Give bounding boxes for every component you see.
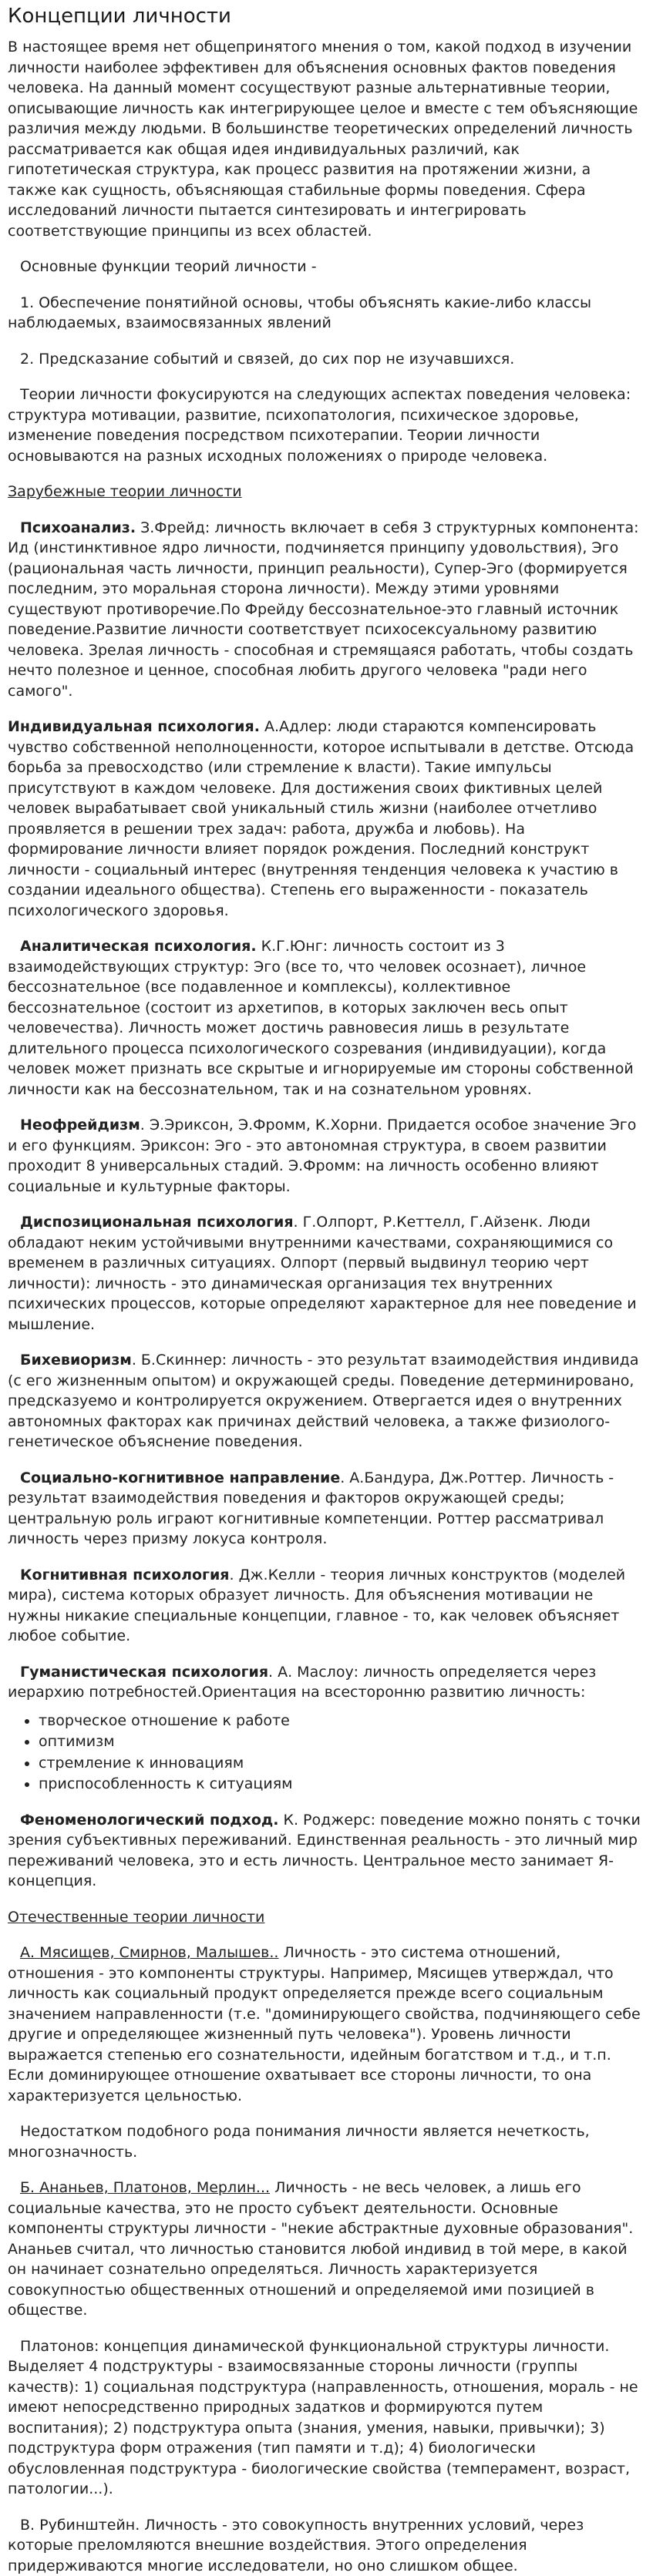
list-item: • приспособленность к ситуациям — [39, 1774, 644, 1795]
theory-phenomenological — [8, 1810, 644, 1892]
theory-text: З.Фрейд: личность включает в себя 3 структурных компонента: Ид (инстинктивное ядро личности, подчиняется принципу удовольствия), Эго (рациональная часть личности, принцип реальности), Супер-Эго (формируется последним, это моральная сторона личности). Между этими уровнями существуют противоречие.По Фрейду бессознательное-это главный источник поведение.Развитие личности соответствует психосексуальному развитию человека. Зрелая личность - способная и стремящаяся работать, чтобы создать нечто полезное и ценное, способная любить другого человека "ради него самого". — [8, 519, 639, 700]
theory-text: . А. Маслоу: личность определяется через иерархию потребностей.Ориентация на всесторонню развитию личность: — [8, 1664, 596, 1701]
theory-dispositional — [8, 1212, 644, 1335]
theory-analytical-psychology — [8, 936, 644, 1100]
function-item-1: 1. Обеспечение понятийной основы, чтобы объяснять какие-либо классы наблюдаемых, взаимосвязанных явлений — [8, 293, 644, 334]
theory-text: . Дж.Келли - теория личных конструктов (моделей мира), система которых образует личность. Для объяснения мотивации не нужны никакие специальные концепции, главное - то, как человек объясняет любое событие. — [8, 1567, 625, 1645]
theory-cognitive — [8, 1565, 644, 1647]
theory-name: Бихевиоризм — [20, 1352, 132, 1369]
theory-name: Неофрейдизм — [20, 1117, 140, 1134]
theory-name: Психоанализ. — [20, 519, 136, 536]
intro-paragraph: В настоящее время нет общепринятого мнения о том, какой подход в изучении личности наиболее эффективен для объяснения основных фактов поведения человека. На данный момент сосуществуют разные альтернативные теории, описывающие личность как интегрирующее целое и вместе с тем объясняющие различия между людьми. В большинстве теоретических определений личность рассматривается как общая идея индивидуальных различий, как гипотетическая структура, как процесс развития на протяжении жизни, а также как сущность, объясняющая стабильные формы поведения. Сфера исследований личности пытается синтезировать и интегрировать соответствующие принципы из всех областей. — [8, 37, 644, 241]
domestic-theories-heading: Отечественные теории личности — [8, 1907, 644, 1928]
theory-authors: Б. Ананьев, Платонов, Мерлин... — [20, 2179, 270, 2196]
theory-behaviorism — [8, 1350, 644, 1453]
list-item: • оптимизм — [39, 1731, 644, 1752]
functions-lead: Основные функции теорий личности - — [8, 257, 644, 277]
theory-myasishchev — [8, 1943, 644, 2106]
theory-authors: А. Мясищев, Смирнов, Малышев.. — [20, 1944, 278, 1961]
theory-rubinstein: В. Рубинштейн. Личность - это совокупность внутренних условий, через которые преломляются внешние воздействия. Этого определения придерживаются многие исследователи, но оно слишком общее. — [8, 2515, 644, 2576]
theory-name: Индивидуальная психология. — [8, 718, 260, 735]
list-item: • стремление к инновациям — [39, 1753, 644, 1774]
theory-psychoanalysis — [8, 518, 644, 702]
theory-name: Социально-когнитивное направление — [20, 1469, 340, 1486]
theory-text: К. Роджерс: поведение можно понять с точки зрения субъективных переживаний. Единственная реальность - это личный мир переживаний человека, это и есть личность. Центральное место занимает Я-концепция. — [8, 1812, 641, 1890]
maslow-list — [8, 1711, 644, 1795]
foreign-theories-heading: Зарубежные теории личности — [8, 482, 644, 502]
function-item-2: 2. Предсказание событий и связей, до сих пор не изучавшихся. — [8, 349, 644, 370]
theory-text: Личность - это система отношений, отношения - это компоненты структуры. Например, Мясищев утверждал, что личность как социальный продукт определяется прежде всего социальным значением направленности (т.е. "доминирующего свойства, подчиняющего себе другие и определяющее жизненный путь человека"). Уровень личности выражается степенью его сознательности, идейным богатством и т.д., и т.п. Если доминирующее отношение охватывает все стороны личности, то она характеризуется цельностью. — [8, 1944, 641, 2104]
theory-text: К.Г.Юнг: личность состоит из 3 взаимодействующих структур: Эго (все то, что человек осознает), личное бессознательное (все подавленное и комплексы), коллективное бессознательное (состоит из архетипов, в которых заключен весь опыт человечества). Личность может достичь равновесия лишь в результате длительного процесса психологического созревания (индивидуации), когда человек может признать все скрытые и игнорируемые им стороны собственной личности как на бессознательном, так и на сознательном уровнях. — [8, 938, 634, 1098]
theory-social-cognitive — [8, 1468, 644, 1550]
drawback-paragraph: Недостатком подобного рода понимания личности является нечеткость, многозначность. — [8, 2121, 644, 2162]
theory-name: Диспозициональная психология — [20, 1214, 294, 1231]
theory-name: Когнитивная психология — [20, 1567, 229, 1584]
aspects-paragraph: Теории личности фокусируются на следующих аспектах поведения человека: структура мотивации, развитие, психопатология, психическое здоровье, изменение поведения посредством психотерапии. Теории личности основываются на разных исходных положениях о природе человека. — [8, 385, 644, 466]
theory-ananyev — [8, 2178, 644, 2321]
page-title: Концепции личности — [8, 3, 644, 29]
theory-neofreudianism — [8, 1115, 644, 1197]
theory-name: Гуманистическая психология — [20, 1664, 268, 1681]
list-item: • творческое отношение к работе — [39, 1711, 644, 1731]
theory-name: Аналитическая психология. — [20, 938, 257, 955]
theory-text: . А.Бандура, Дж.Роттер. Личность - результат взаимодействия поведения и факторов окружающей среды; центральную роль играют когнитивные компетенции. Роттер рассматривал личность через призму локуса контроля. — [8, 1469, 614, 1548]
theory-name: Феноменологический подход. — [20, 1812, 278, 1829]
theory-individual-psychology — [8, 717, 644, 921]
theory-text: Личность - не весь человек, а лишь его социальные качества, это не просто субъект деятельности. Основные компоненты структуры личности - "некие абстрактные духовные образования". Ананьев считал, что личностью становится любой индивид в той мере, в какой он начинает сознательно определяться. Личность характеризуется совокупностью общественных отношений и определяемой ими позицией в обществе. — [8, 2179, 633, 2319]
theory-humanistic — [8, 1662, 644, 1703]
theory-text: . Г.Олпорт, Р.Кеттелл, Г.Айзенк. Люди обладают неким устойчивыми внутренними качествами, сохраняющимися со временем в различных ситуациях. Олпорт (первый выдвинул теорию черт личности): личность - это динамическая организация тех внутренних психических процессов, которые определяют характерное для нее поведение и мышление. — [8, 1214, 637, 1333]
theory-platonov: Платонов: концепция динамической функциональной структуры личности. Выделяет 4 подструктуры - взаимосвязанные стороны личности (группы качеств): 1) социальная подструктура (направленность, отношения, мораль - не имеют непосредственно природных задатков и формируются путем воспитания); 2) подструктура опыта (знания, умения, навыки, привычки); 3) подструктура форм отражения (тип памяти и т.д); 4) биологически обусловленная подструктура - биологические свойства (темперамент, возраст, патологии...). — [8, 2336, 644, 2500]
theory-text: А.Адлер: люди стараются компенсировать чувство собственной неполноценности, которое испытывали в детстве. Отсюда борьба за превосходство (или стремление к власти). Такие импульсы присутствуют в каждом человеке. Для достижения своих фиктивных целей человек вырабатывает свой уникальный стиль жизни (наиболее отчетливо проявляется в решении трех задач: работа, дружба и любовь). На формирование личности влияет порядок рождения. Последний конструкт личности - социальный интерес (внутренняя тенденция человека к участию в создании идеального общества). Степень его выраженности - показатель психологического здоровья. — [8, 718, 634, 919]
theory-text: . Б.Скиннер: личность - это результат взаимодействия индивида (с его жизненным опытом) и окружающей среды. Поведение детерминировано, предсказуемо и контролируется окружением. Отвергается идея о внутренних автономных факторах как причинах действий человека, а также физиолого-генетическое объяснение поведения. — [8, 1352, 638, 1450]
theory-text: . Э.Эриксон, Э.Фромм, К.Хорни. Придается особое значение Эго и его функциям. Эриксон: Эго - это автономная структура, в своем развитии проходит 8 универсальных стадий. Э.Фромм: на личность особенно влияют социальные и культурные факторы. — [8, 1117, 636, 1195]
